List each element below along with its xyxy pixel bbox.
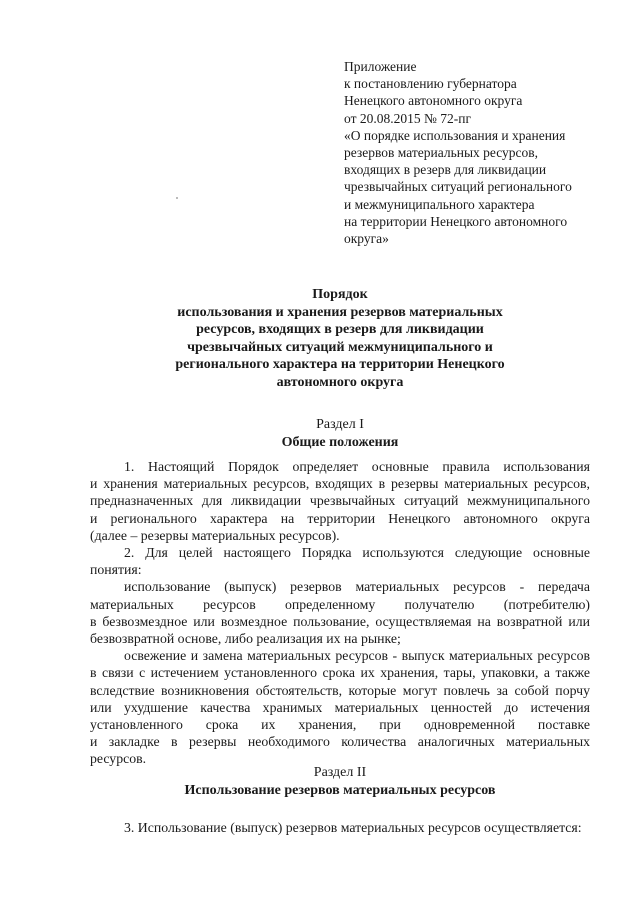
title-line: использования и хранения резервов материальных bbox=[177, 304, 503, 320]
title-line: Порядок bbox=[312, 287, 368, 302]
definition-line: использование (выпуск) резервов материальных ресурсов - передача bbox=[124, 579, 590, 595]
definition-line: в безвозмездное или возмездное пользование, осуществляемая на возвратной или bbox=[90, 613, 590, 629]
appendix-line: «О порядке использования и хранения bbox=[344, 127, 566, 143]
title-line: ресурсов, входящих в резерв для ликвидации bbox=[196, 322, 484, 337]
appendix-line: Приложение bbox=[344, 59, 417, 74]
document-title bbox=[90, 286, 590, 391]
paragraph-line: (далее – резервы материальных ресурсов). bbox=[90, 527, 340, 543]
definition-line: или ухудшение качества хранимых материальных ценностей до истечения bbox=[90, 699, 590, 715]
definition-line: ресурсов. bbox=[90, 751, 147, 767]
definition-line: и закладке в резервы необходимого количества аналогичных материальных bbox=[90, 734, 590, 750]
title-line: чрезвычайных ситуаций межмуниципального и bbox=[187, 339, 493, 355]
section-heading-2 bbox=[90, 764, 590, 800]
appendix-line: Ненецкого автономного округа bbox=[344, 93, 523, 109]
section-heading-1 bbox=[90, 416, 590, 452]
paragraph-line: предназначенных для ликвидации чрезвычайных ситуаций межмуниципального bbox=[90, 493, 590, 509]
section-number: Раздел I bbox=[316, 417, 364, 432]
definition-line: безвозвратной основе, либо реализация их на рынке; bbox=[90, 631, 401, 647]
appendix-block bbox=[344, 58, 614, 247]
paragraph-3: 3. Использование (выпуск) резервов материальных ресурсов осуществляется: bbox=[124, 820, 582, 835]
appendix-line: резервов материальных ресурсов, bbox=[344, 145, 539, 161]
scan-speck bbox=[176, 197, 178, 199]
appendix-line: чрезвычайных ситуаций регионального bbox=[344, 179, 572, 195]
section-name: Общие положения bbox=[281, 435, 399, 450]
title-line: автономного округа bbox=[276, 374, 404, 390]
section-number: Раздел II bbox=[313, 765, 367, 780]
appendix-line: к постановлению губернатора bbox=[344, 76, 517, 92]
definition-line: в связи с истечением установленного срока их хранения, тары, упаковки, а также bbox=[90, 665, 590, 681]
appendix-line: на территории Ненецкого автономного bbox=[344, 213, 568, 229]
appendix-line: входящих в резерв для ликвидации bbox=[344, 162, 547, 178]
section-name: Использование резервов материальных ресурсов bbox=[184, 783, 496, 798]
paragraph-line: и хранения материальных ресурсов, входящих в резервы материальных ресурсов, bbox=[90, 476, 590, 492]
definition-line: вследствие возникновения обстоятельств, которые могут повлечь за собой порчу bbox=[90, 682, 590, 698]
section-1-body bbox=[90, 458, 590, 768]
paragraph-line: и регионального характера на территории Ненецкого автономного округа bbox=[90, 510, 590, 526]
appendix-line: округа» bbox=[344, 231, 389, 247]
definition-line: установленного срока их хранения, при одновременной поставке bbox=[90, 717, 590, 733]
title-line: регионального характера на территории Ненецкого bbox=[175, 357, 505, 372]
paragraph-line: понятия: bbox=[90, 562, 142, 578]
appendix-line: от 20.08.2015 № 72-пг bbox=[344, 110, 471, 126]
paragraph-line: 2. Для целей настоящего Порядка используются следующие основные bbox=[124, 545, 590, 561]
definition-line: материальных ресурсов определенному получателю (потребителю) bbox=[90, 596, 590, 612]
appendix-line: и межмуниципального характера bbox=[344, 196, 535, 212]
definition-line: освежение и замена материальных ресурсов - выпуск материальных ресурсов bbox=[124, 648, 590, 664]
paragraph-line: 1. Настоящий Порядок определяет основные правила использования bbox=[124, 459, 590, 474]
